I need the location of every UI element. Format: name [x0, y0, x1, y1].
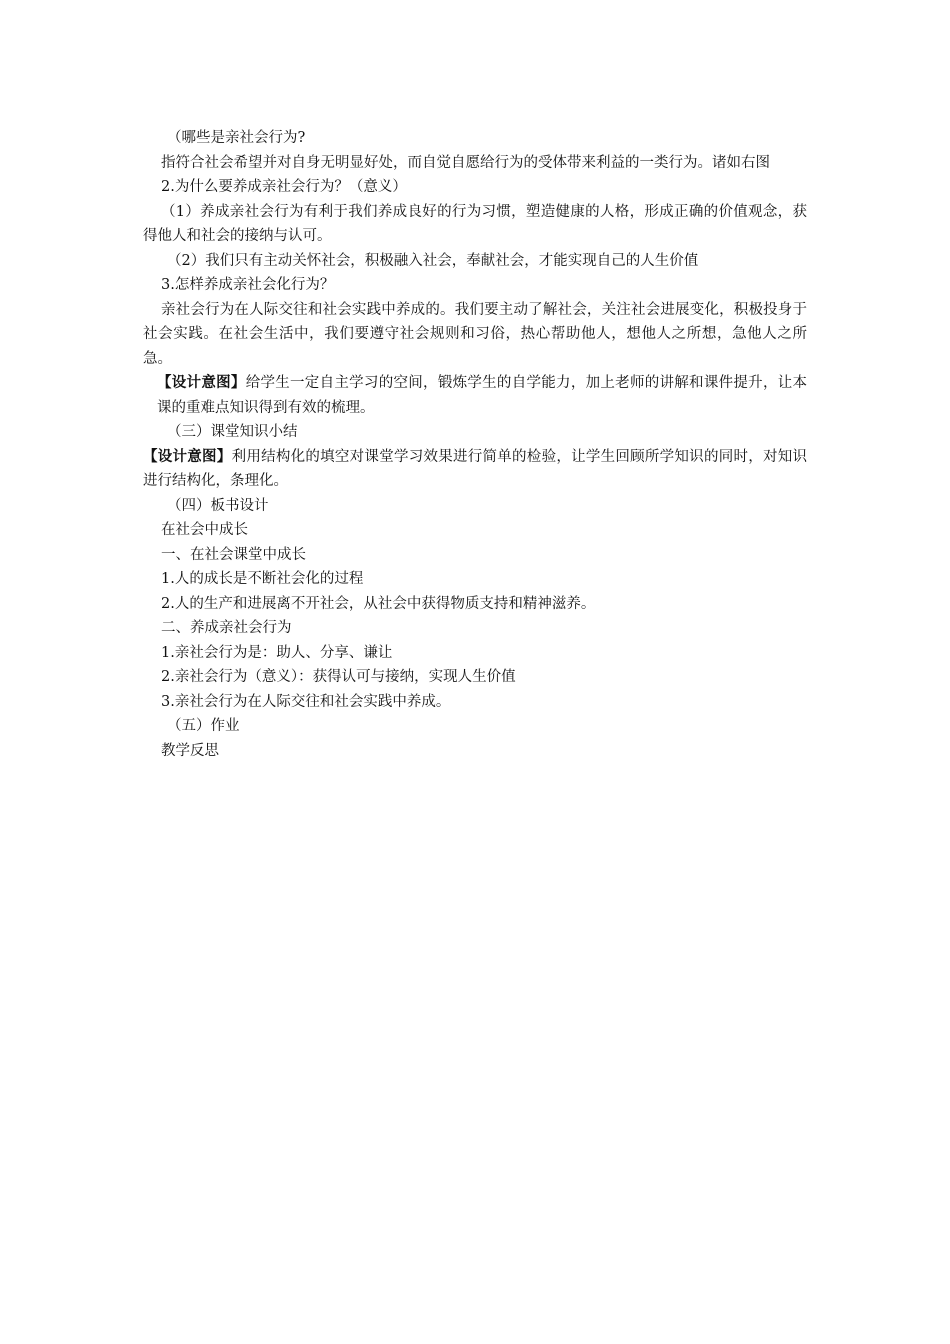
- question-line: （哪些是亲社会行为?: [167, 130, 306, 146]
- section-heading: （四）板书设计: [167, 497, 269, 514]
- board-item: 1.人的成长是不断社会化的过程: [161, 571, 364, 587]
- document-body: [143, 126, 807, 763]
- board-item: 2.人的生产和进展离不开社会，从社会中获得物质支持和精神滋养。: [161, 595, 596, 612]
- board-item: 1.亲社会行为是：助人、分享、谦让: [161, 644, 393, 661]
- definition-paragraph: 指符合社会希望并对自身无明显好处，而自觉自愿给行为的受体带来利益的一类行为。诸如右图: [161, 154, 770, 171]
- question-heading: 3.怎样养成亲社会化行为？: [161, 277, 335, 293]
- question-heading: 2.为什么要养成亲社会行为？（意义）: [161, 179, 407, 195]
- board-item: 3.亲社会行为在人际交往和社会实践中养成。: [161, 693, 451, 710]
- design-intent-label: 【设计意图】: [143, 447, 232, 465]
- board-heading: 一、在社会课堂中成长: [161, 546, 306, 563]
- reflection-heading: 教学反思: [161, 742, 219, 759]
- meaning-paragraph-1: （1）养成亲社会行为有利于我们养成良好的行为习惯，塑造健康的人格，形成正确的价值观念，获得他人和社会的接纳与认可。: [143, 203, 807, 244]
- section-heading: （三）课堂知识小结: [167, 424, 298, 440]
- design-intent-paragraph: [143, 445, 807, 494]
- section-heading: （五）作业: [167, 718, 240, 734]
- method-paragraph: 亲社会行为在人际交往和社会实践中养成的。我们要主动了解社会，关注社会进展变化，积极投身于社会实践。在社会生活中，我们要遵守社会规则和习俗，热心帮助他人，想他人之所想，急他人之所急。: [143, 301, 807, 367]
- board-heading: 二、养成亲社会行为: [161, 620, 292, 636]
- design-intent-text: 利用结构化的填空对课堂学习效果进行简单的检验，让学生回顾所学知识的同时，对知识进行结构化，条理化。: [143, 448, 808, 489]
- board-item: 2.亲社会行为（意义）：获得认可与接纳，实现人生价值: [161, 669, 516, 685]
- meaning-paragraph-2: （2）我们只有主动关怀社会，积极融入社会，奉献社会，才能实现自己的人生价值: [167, 252, 699, 269]
- design-intent-paragraph: [143, 371, 807, 420]
- design-intent-label: 【设计意图】: [157, 374, 246, 391]
- design-intent-text: 给学生一定自主学习的空间，锻炼学生的自学能力，加上老师的讲解和课件提升，让本课的重难点知识得到有效的梳理。: [157, 375, 808, 416]
- board-title: 在社会中成长: [161, 522, 248, 538]
